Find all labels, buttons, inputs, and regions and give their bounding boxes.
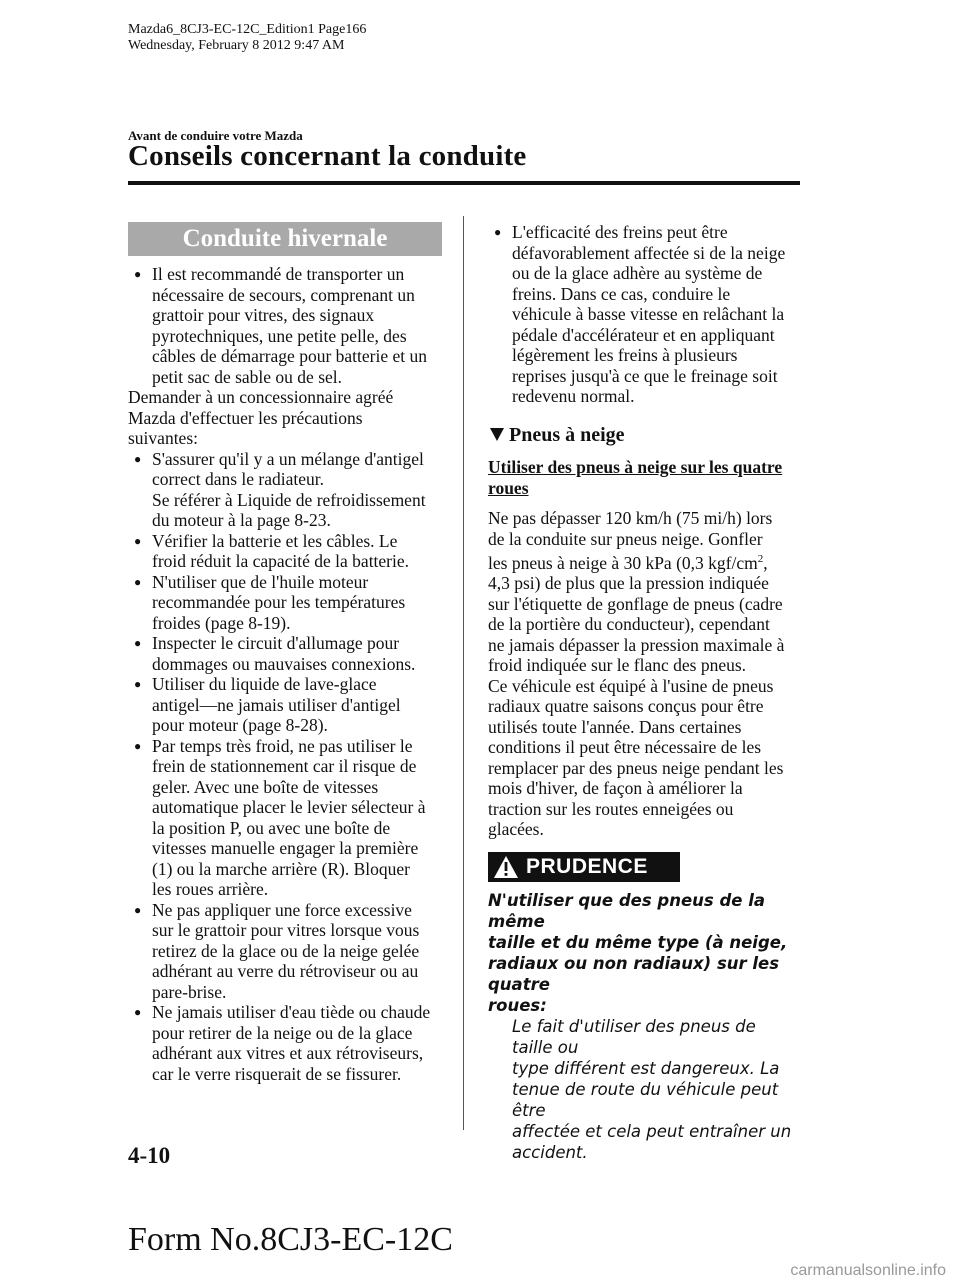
sub-heading <box>488 425 800 446</box>
bullet-icon: ● <box>134 1005 142 1019</box>
text-line: froid indiquée sur le flanc des pneus. <box>488 655 747 676</box>
text-line: car le verre risquerait de se fissurer. <box>152 1063 402 1084</box>
bullet-icon: ● <box>134 267 142 281</box>
section-label: Avant de conduire votre Mazda <box>128 128 303 143</box>
text-line: pour retirer de la neige ou de la glace <box>152 1022 413 1043</box>
text-line: véhicule à basse vitesse en relâchant la <box>512 304 785 324</box>
text-line: radiaux quatre saisons conçus pour être <box>488 696 764 717</box>
bullet-item <box>128 736 442 900</box>
bullet-item <box>128 633 442 674</box>
text-line: petit sac de sable ou de sel. <box>152 366 343 387</box>
text-line: taille et du même type (à neige, <box>488 932 788 952</box>
bullet-item <box>128 900 442 1003</box>
text-line: Demander à un concessionnaire agréé <box>128 387 394 407</box>
watermark: carmanualsonline.info <box>790 1262 946 1279</box>
text-line: Ne pas appliquer une force excessive <box>152 899 412 920</box>
para-line <box>488 549 800 573</box>
text-line: glacées. <box>488 819 544 840</box>
text-line: froid réduit la capacité de la batterie. <box>152 551 410 571</box>
text-line: radiaux ou non radiaux) sur les quatre <box>488 953 780 994</box>
bullet-item <box>128 572 442 634</box>
page-number: 4-10 <box>128 1143 171 1168</box>
text-line: tenue de route du véhicule peut être <box>512 1079 779 1120</box>
para-rest <box>488 573 800 840</box>
section-banner: Conduite hivernale <box>128 222 442 256</box>
form-number: Form No.8CJ3-EC-12C <box>128 1221 453 1258</box>
bullet-icon: ● <box>494 225 502 239</box>
text-line: N'utiliser que des pneus de la même <box>488 890 766 931</box>
bullet-icon: ● <box>134 902 142 917</box>
text-line: 4,3 psi) de plus que la pression indiquée <box>488 573 769 594</box>
prudence-badge <box>488 852 680 882</box>
bullet-text <box>152 674 442 736</box>
caution-body <box>488 1016 800 1163</box>
text-line: Il est recommandé de transporter un <box>152 264 405 284</box>
text-line: geler. Avec une boîte de vitesses <box>152 776 379 797</box>
underlined-title <box>488 457 800 498</box>
text-line: accident. <box>512 1142 588 1162</box>
meta-line-1: Mazda6_8CJ3-EC-12C_Edition1 Page166 <box>128 22 367 37</box>
superscript: 2 <box>757 553 764 565</box>
text-line: Utiliser des pneus à neige sur les quatre <box>488 457 783 477</box>
bullet-text <box>512 222 800 407</box>
bullet-icon: ● <box>134 533 142 548</box>
bullet-text <box>152 1002 442 1084</box>
bullet-text <box>152 736 442 900</box>
bullet-text <box>152 572 442 634</box>
text-line: type différent est dangereux. La <box>512 1058 780 1078</box>
print-meta <box>128 22 366 54</box>
text-line: froides (page 8-19). <box>152 612 291 633</box>
text-line: N'utiliser que de l'huile moteur <box>152 571 369 592</box>
text-line: suivantes: <box>128 428 198 448</box>
text-line: S'assurer qu'il y a un mélange d'antigel <box>152 448 424 469</box>
text-line: Inspecter le circuit d'allumage pour <box>152 633 400 653</box>
text-line: la position P, ou avec une boîte de <box>152 817 391 838</box>
para-line: de la conduite sur pneus neige. Gonfler <box>488 528 763 549</box>
bullet-text <box>152 633 442 674</box>
meta-line-2: Wednesday, February 8 2012 9:47 AM <box>128 38 345 53</box>
text-line: Ce véhicule est équipé à l'usine de pneus <box>488 675 774 696</box>
left-column <box>128 222 442 1084</box>
text-line: Ne jamais utiliser d'eau tiède ou chaude <box>152 1002 431 1022</box>
intro-paragraph <box>128 387 442 449</box>
text-line: pédale d'accélérateur et en appliquant <box>512 324 775 345</box>
triangle-down-icon <box>490 428 504 441</box>
bullet-item <box>488 222 800 407</box>
title-rule <box>128 181 800 185</box>
bullet-item <box>128 449 442 531</box>
text-line: roues: <box>488 995 547 1015</box>
text-line: grattoir pour vitres, des signaux <box>152 305 375 325</box>
text-line: conditions il peut être nécessaire de les <box>488 737 762 758</box>
text-line: pyrotechniques, une petite pelle, des <box>152 325 407 346</box>
text-line: pare-brise. <box>152 981 227 1002</box>
text-line: nécessaire de secours, comprenant un <box>152 284 415 305</box>
bullet-icon: ● <box>134 451 142 466</box>
bullet-icon: ● <box>134 677 142 691</box>
text-line: vitesses manuelle engager la première <box>152 838 419 858</box>
text-line: Par temps très froid, ne pas utiliser le <box>152 735 413 756</box>
text-line: freins. Dans ce cas, conduire le <box>512 283 731 304</box>
text-line: affectée et cela peut entraîner un <box>512 1121 792 1141</box>
bullet-text <box>152 900 442 1003</box>
text-line: utilisés toute l'année. Dans certaines <box>488 716 742 737</box>
text-line: Vérifier la batterie et les câbles. Le <box>152 530 398 551</box>
para-text: , <box>763 552 768 573</box>
bullet-icon: ● <box>134 574 142 589</box>
text-line: dommages ou mauvaises connexions. <box>152 653 416 674</box>
sub-heading-text: Pneus à neige <box>509 423 625 446</box>
para-line: Ne pas dépasser 120 km/h (75 mi/h) lors <box>488 508 773 528</box>
text-line: recommandée pour les températures <box>152 592 406 612</box>
caution-heading <box>488 890 800 1016</box>
text-line: mois d'hiver, de façon à améliorer la <box>488 778 743 799</box>
bullet-text <box>152 264 442 387</box>
bullet-item <box>128 1002 442 1084</box>
text-line: frein de stationnement car il risque de <box>152 756 417 776</box>
text-line: légèrement les freins à plusieurs <box>512 345 738 365</box>
text-line: adhérant aux vitres et aux rétroviseurs, <box>152 1043 424 1063</box>
text-line: remplacer par des pneus neige pendant les <box>488 757 784 778</box>
text-line: Utiliser du liquide de lave-glace <box>152 674 377 694</box>
bullet-text <box>152 449 442 531</box>
bullet-item <box>128 264 442 387</box>
text-line: défavorablement affectée si de la neige <box>512 242 786 263</box>
column-divider <box>463 216 464 1130</box>
text-line: du moteur à la page 8-23. <box>152 510 331 530</box>
text-line: (1) ou la marche arrière (R). Bloquer <box>152 858 411 879</box>
text-line: automatique placer le levier sélecteur à <box>152 797 426 817</box>
text-line: Se référer à Liquide de refroidissement <box>152 489 426 510</box>
prudence-label: PRUDENCE <box>526 854 648 878</box>
text-line: Mazda d'effectuer les précautions <box>128 407 363 428</box>
text-line: roues <box>488 477 529 498</box>
text-line: traction sur les routes enneigées ou <box>488 798 734 819</box>
text-line: câbles de démarrage pour batterie et un <box>152 346 428 366</box>
para-text: les pneus à neige à 30 kPa (0,3 kgf/cm <box>488 552 758 573</box>
text-line: redevenu normal. <box>512 386 635 406</box>
text-line: ne jamais dépasser la pression maximale à <box>488 634 785 655</box>
text-line: pour moteur (page 8-28). <box>152 715 328 735</box>
text-line: sur l'étiquette de gonflage de pneus (cadre <box>488 593 783 614</box>
bullet-icon: ● <box>134 738 142 753</box>
bullet-item <box>128 531 442 572</box>
text-line: sur le grattoir pour vitres lorsque vous <box>152 920 420 940</box>
warning-icon <box>492 852 520 882</box>
text-line: de la portière du conducteur), cependant <box>488 614 770 635</box>
page-title: Conseils concernant la conduite <box>128 140 527 172</box>
text-line: reprises jusqu'à ce que le freinage soit <box>512 365 778 386</box>
text-line: les roues arrière. <box>152 879 269 899</box>
text-line: ou de la glace adhère au système de <box>512 263 763 283</box>
bullet-text <box>152 531 442 572</box>
right-column <box>488 222 800 1163</box>
bullet-item <box>128 674 442 736</box>
text-line: L'efficacité des freins peut être <box>512 222 728 242</box>
text-line: correct dans le radiateur. <box>152 469 324 489</box>
text-line: adhérant au verre du rétroviseur ou au <box>152 961 419 981</box>
bullet-icon: ● <box>134 636 142 650</box>
text-line: Le fait d'utiliser des pneus de taille ou <box>512 1016 756 1057</box>
text-line: antigel―ne jamais utiliser d'antigel <box>152 694 401 715</box>
text-line: retirez de la glace ou de la neige gelée <box>152 940 420 961</box>
tire-paragraph <box>488 508 800 840</box>
